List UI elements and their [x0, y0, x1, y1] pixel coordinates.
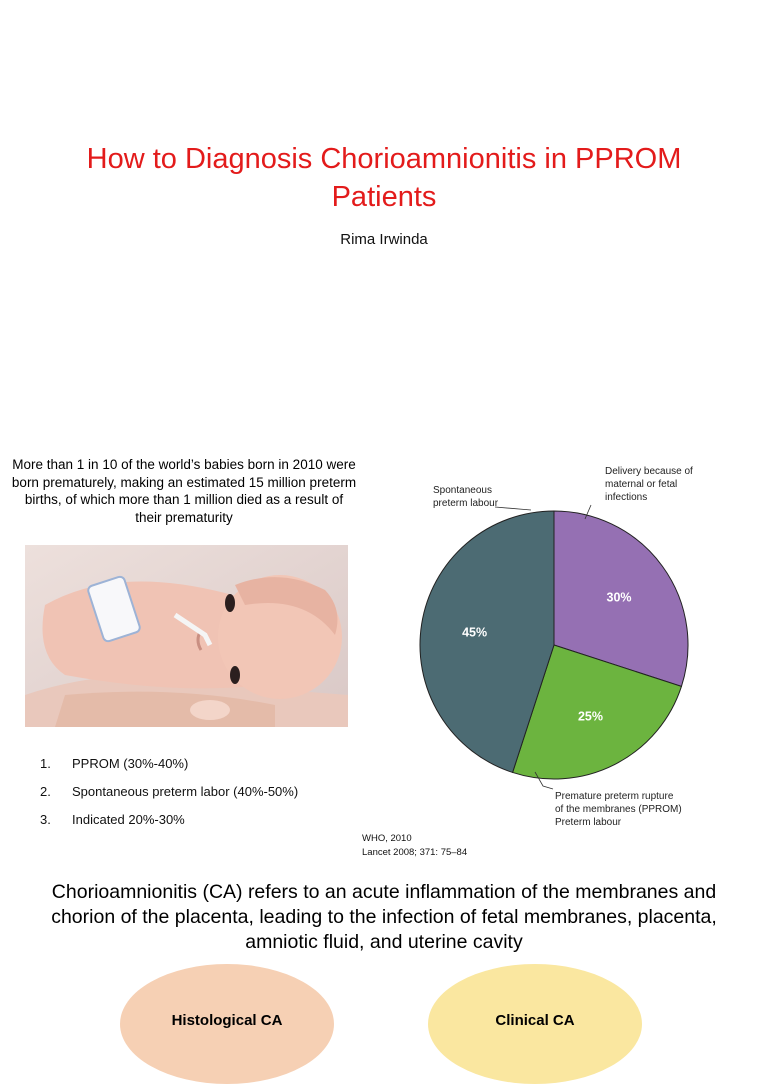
- histological-ca-shape: [120, 964, 334, 1084]
- callout-spontaneous-line1: Spontaneous: [433, 485, 492, 496]
- clinical-ca-shape: [428, 964, 642, 1084]
- slice-spontaneous-value-label: 45%: [462, 625, 488, 640]
- chorioamnionitis-definition: Chorioamnionitis (CA) refers to an acute inflammation of the membranes and chorion of the placenta, leading to the infection of fetal membranes, placenta, amniotic fluid, and uterine cavity: [51, 881, 717, 953]
- preterm-statement: More than 1 in 10 of the world’s babies born in 2010 were born prematurely, making an estimated 15 million preterm births, of which more than 1 million died as a result of their prematurity: [11, 457, 357, 525]
- list-item: 2. Spontaneous preterm labor (40%-50%): [40, 784, 299, 799]
- preterm-causes-list: [40, 750, 298, 834]
- reference-lancet: Lancet 2008; 371: 75–84: [362, 847, 468, 858]
- callout-pprom-line3: Preterm labour: [555, 817, 622, 828]
- list-item: 3. Indicated 20%-30%: [40, 812, 185, 827]
- premature-baby-photo: [25, 545, 348, 727]
- callout-delivery-line1: Delivery because of: [605, 466, 693, 477]
- callout-delivery-line3: infections: [605, 492, 648, 503]
- histological-ca-label: Histological CA: [171, 1012, 283, 1029]
- preterm-causes-pie-chart: [415, 455, 715, 835]
- author-name: Rima Irwinda: [340, 231, 428, 248]
- callout-pprom-line1: Premature preterm rupture: [555, 791, 674, 802]
- slide-title: How to Diagnosis Chorioamnionitis in PPROM Patients: [86, 143, 682, 213]
- references: [362, 832, 467, 860]
- list-item: 1. PPROM (30%-40%): [40, 756, 189, 771]
- callout-spontaneous-line2: preterm labour: [433, 498, 499, 509]
- reference-who: WHO, 2010: [362, 833, 412, 844]
- callout-delivery-line2: maternal or fetal: [605, 479, 678, 490]
- callout-pprom-line2: of the membranes (PPROM): [555, 804, 682, 815]
- slice-infections-value-label: 30%: [606, 590, 632, 605]
- slice-pprom-value-label: 25%: [577, 709, 604, 724]
- clinical-ca-label: Clinical CA: [495, 1012, 575, 1029]
- callout-line-spontaneous: [495, 507, 531, 510]
